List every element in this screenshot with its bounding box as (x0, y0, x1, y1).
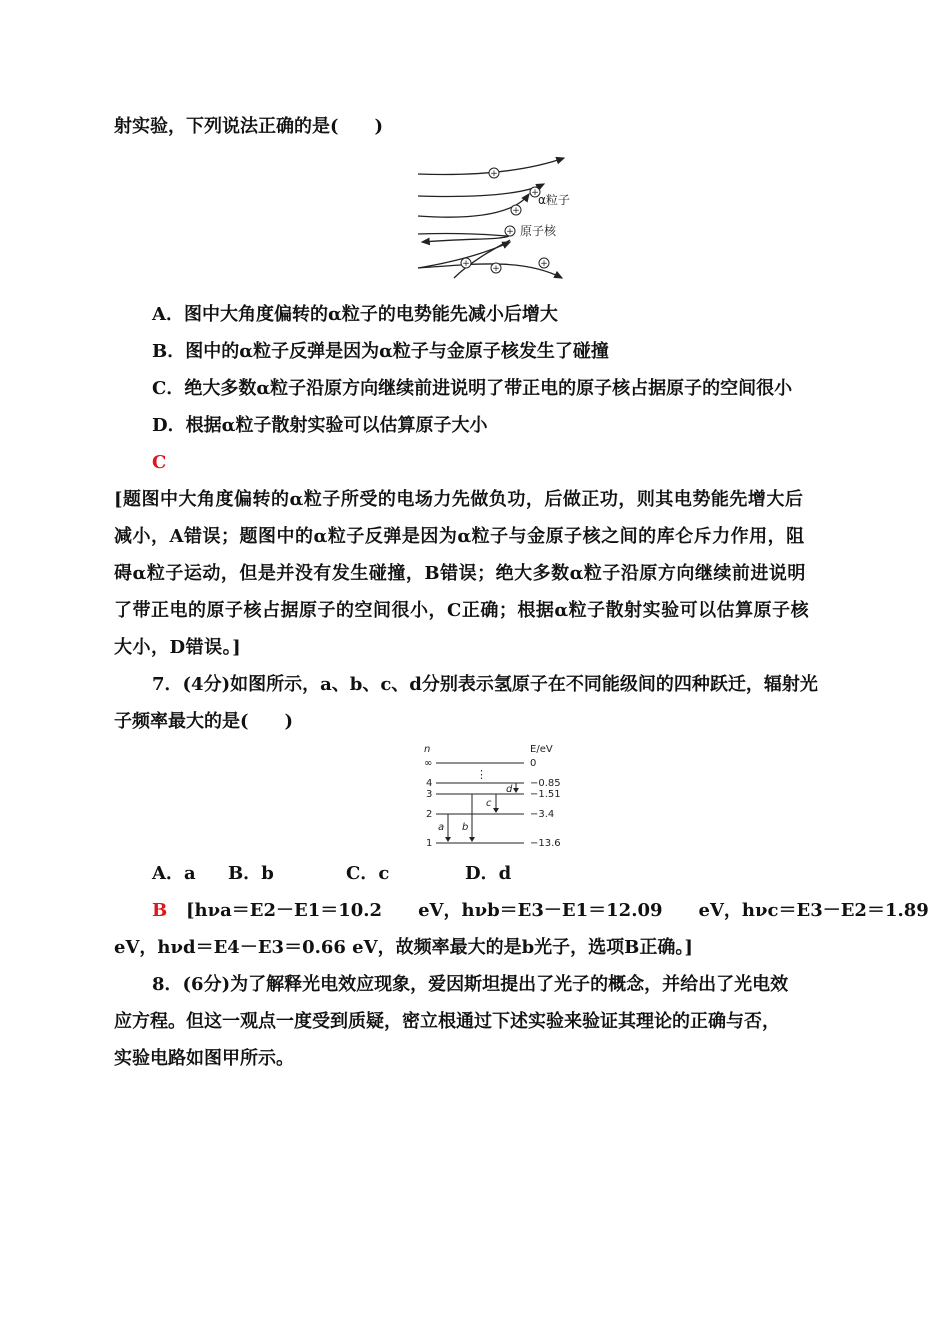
q8-stem-line1: 8．(6分)为了解释光电效应现象，爱因斯坦提出了光子的概念，并给出了光电效 (152, 974, 789, 995)
level-e: −13.6 (530, 838, 561, 849)
plus-sign: + (490, 169, 498, 179)
alpha-scattering-figure (414, 154, 594, 282)
plus-sign: + (512, 206, 520, 216)
level-e: −1.51 (530, 789, 561, 800)
q6-explanation-line: 了带正电的原子核占据原子的空间很小，C正确；根据α粒子散射实验可以估算原子核 (114, 600, 810, 621)
level-n: 1 (426, 838, 433, 849)
q6-option-c: C．绝大多数α粒子沿原方向继续前进说明了带正电的原子核占据原子的空间很小 (152, 378, 793, 399)
n-axis-label: n (424, 744, 431, 755)
plus-sign: + (540, 259, 548, 269)
energy-level-diagram (420, 742, 570, 854)
q8-stem-line3: 实验电路如图甲所示。 (114, 1048, 294, 1069)
q7-option-d: D．d (465, 863, 512, 884)
transition-b-label: b (462, 822, 469, 833)
q6-option-b: B．图中的α粒子反弹是因为α粒子与金原子核发生了碰撞 (152, 341, 609, 362)
q7-stem-line1: 7．(4分)如图所示，a、b、c、d分别表示氢原子在不同能级间的四种跃迁，辐射光 (152, 674, 818, 695)
ellipsis-dots: ⋮ (476, 768, 487, 781)
q7-option-b: B．b (228, 863, 274, 884)
plus-sign: + (492, 264, 500, 274)
level-n: ∞ (424, 758, 433, 769)
q6-stem: 射实验，下列说法正确的是( ) (114, 116, 384, 137)
q7-explanation-line2: eV，hνd＝E4－E3＝0.66 eV，故频率最大的是b光子，选项B正确。] (114, 937, 693, 958)
transition-a-label: a (438, 822, 445, 833)
level-e: −0.85 (530, 778, 561, 789)
q6-answer: C (152, 452, 167, 473)
q7-stem-line2: 子频率最大的是( ) (114, 711, 294, 732)
level-n: 4 (426, 778, 433, 789)
q6-option-d: D．根据α粒子散射实验可以估算原子大小 (152, 415, 488, 436)
level-e: −3.4 (530, 809, 555, 820)
plus-sign: + (462, 259, 470, 269)
transition-d-label: d (506, 784, 513, 795)
energy-axis-label: E/eV (530, 744, 553, 755)
q6-explanation-line: 碍α粒子运动，但是并没有发生碰撞，B错误；绝大多数α粒子沿原方向继续前进说明 (114, 563, 806, 584)
alpha-track-2 (418, 184, 544, 197)
q7-option-c: C．c (346, 863, 390, 884)
alpha-track-4 (418, 233, 509, 242)
q7-explanation-line1: [hνa＝E2－E1＝10.2 eV，hνb＝E3－E1＝12.09 eV，hνc＝E3－E2＝1.89 (186, 900, 929, 921)
plus-sign: + (506, 227, 514, 237)
q6-explanation-line: [题图中大角度偏转的α粒子所受的电场力先做负功，后做正功，则其电势能先增大后 (114, 489, 804, 510)
q6-explanation-line: 减小，A错误；题图中的α粒子反弹是因为α粒子与金原子核之间的库仑斥力作用，阻 (114, 526, 805, 547)
q7-option-a: A．a (152, 863, 196, 884)
level-n: 3 (426, 789, 433, 800)
nucleus-label: 原子核 (520, 224, 557, 238)
q6-explanation-line: 大小，D错误。] (114, 637, 242, 658)
level-n: 2 (426, 809, 433, 820)
q7-answer: B (152, 900, 168, 921)
q6-option-a: A．图中大角度偏转的α粒子的电势能先减小后增大 (152, 304, 558, 325)
q8-stem-line2: 应方程。但这一观点一度受到质疑，密立根通过下述实验来验证其理论的正确与否， (114, 1011, 780, 1032)
transition-c-label: c (486, 798, 492, 809)
plus-sign: + (531, 188, 539, 198)
level-e: 0 (530, 758, 537, 769)
alpha-label: α粒子 (538, 193, 570, 207)
